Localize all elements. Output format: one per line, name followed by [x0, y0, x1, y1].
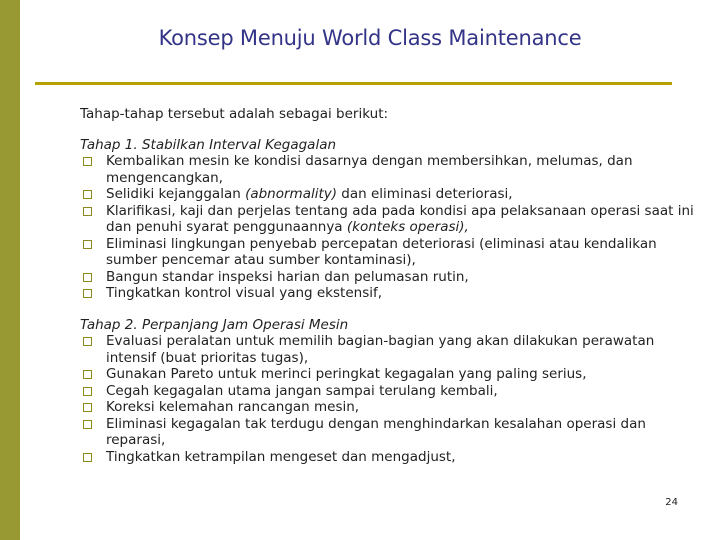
list-item	[80, 333, 705, 366]
list-item-text: Tingkatkan ketrampilan mengeset dan mengadjust,	[106, 448, 456, 465]
list-item-emphasis: (konteks operasi),	[346, 219, 469, 235]
list-item	[80, 269, 705, 286]
list-item	[80, 449, 705, 466]
square-bullet-icon	[83, 207, 92, 216]
bullet-list	[80, 333, 705, 465]
list-item-text: Koreksi kelemahan rancangan mesin,	[106, 399, 360, 415]
sidebar-accent-bar	[0, 0, 20, 540]
square-bullet-icon	[83, 273, 92, 282]
list-item-text: Eliminasi kegagalan tak terdugu dengan menghindarkan kesalahan operasi dan reparasi,	[106, 415, 646, 448]
list-item	[80, 383, 705, 400]
list-item	[80, 285, 705, 302]
section-heading: Tahap 1. Stabilkan Interval Kegagalan	[80, 136, 337, 153]
slide-content	[80, 106, 705, 480]
square-bullet-icon	[83, 289, 92, 298]
list-item	[80, 186, 705, 203]
list-item-text: Bangun standar inspeksi harian dan pelumasan rutin,	[106, 268, 469, 285]
section-2	[80, 317, 705, 466]
list-item-tail: dan eliminasi deteriorasi,	[337, 186, 513, 202]
list-item	[80, 416, 705, 449]
list-item-text: Cegah kegagalan utama jangan sampai terulang kembali,	[106, 382, 498, 399]
square-bullet-icon	[83, 420, 92, 429]
square-bullet-icon	[83, 403, 92, 412]
section-1	[80, 137, 705, 302]
slide-title: Konsep Menuju World Class Maintenance	[158, 26, 582, 50]
section-heading: Tahap 2. Perpanjang Jam Operasi Mesin	[80, 316, 349, 333]
list-item	[80, 366, 705, 383]
square-bullet-icon	[83, 190, 92, 199]
page-number: 24	[665, 497, 678, 508]
list-item-text: Tingkatkan kontrol visual yang ekstensif,	[106, 285, 383, 301]
list-item-text: Selidiki kejanggalan	[106, 186, 246, 202]
bullet-list	[80, 153, 705, 302]
list-item-text: Klarifikasi, kaji dan perjelas tentang ada pada kondisi apa pelaksanaan operasi saat ini dan penuhi syarat penggunaannya	[106, 202, 694, 235]
list-item	[80, 153, 705, 186]
list-item	[80, 399, 705, 416]
list-item	[80, 203, 705, 236]
list-item-text: Eliminasi lingkungan penyebab percepatan deteriorasi (eliminasi atau kendalikan sumber pencemar atau sumber kontaminasi),	[106, 235, 657, 268]
list-item-text: Kembalikan mesin ke kondisi dasarnya dengan membersihkan, melumas, dan mengencangkan,	[106, 153, 633, 186]
list-item-text: Evaluasi peralatan untuk memilih bagian-bagian yang akan dilakukan perawatan intensif (buat prioritas tugas),	[106, 333, 655, 366]
square-bullet-icon	[83, 387, 92, 396]
square-bullet-icon	[83, 370, 92, 379]
square-bullet-icon	[83, 337, 92, 346]
square-bullet-icon	[83, 157, 92, 166]
list-item-emphasis: (abnormality)	[245, 186, 338, 202]
list-item	[80, 236, 705, 269]
sections-container	[80, 137, 705, 466]
intro-text: Tahap-tahap tersebut adalah sebagai berikut:	[80, 106, 389, 122]
title-divider	[35, 82, 672, 85]
square-bullet-icon	[83, 453, 92, 462]
list-item-text: Gunakan Pareto untuk merinci peringkat kegagalan yang paling serius,	[106, 366, 587, 382]
square-bullet-icon	[83, 240, 92, 249]
